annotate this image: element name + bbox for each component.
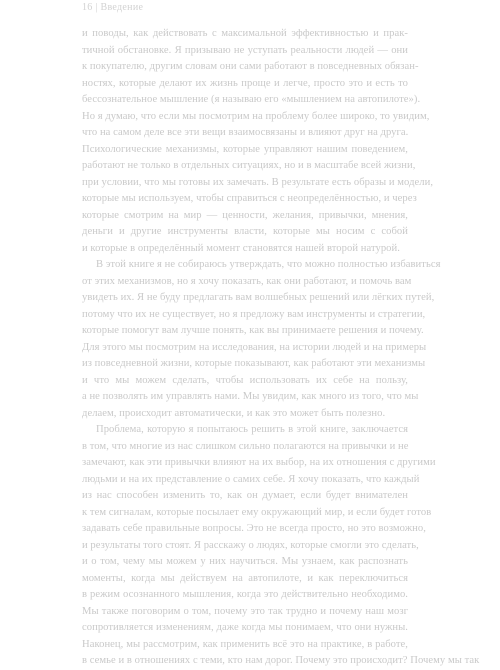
body-text — [82, 26, 480, 670]
text-line: от этих механизмов, но я хочу показать, как они работают, и помочь вам — [82, 275, 412, 287]
text-line: которые помогут вам лучше понять, как вы принимаете решения и почему. — [82, 325, 424, 336]
text-line: людьми и на их представление о самих себе. Я хочу показать, что каждый — [82, 473, 420, 485]
text-line: деньги и другие инструменты власти, которые мы носим с собой — [82, 226, 408, 237]
text-line: которые смотрим на мир — ценности, желания, привычки, мнения, — [82, 209, 408, 221]
text-line: и о том, чему мы можем у них научиться. Мы узнаем, как распознать — [82, 556, 408, 567]
text-line: В этой книге я не собираюсь утверждать, что можно полностью избавиться — [96, 259, 441, 270]
text-line: и поводы, как действовать с максимальной эффективностью и прак- — [82, 28, 408, 39]
text-line: которые мы используем, чтобы справиться с неопределённостью, и через — [82, 193, 417, 204]
text-line: в семье и в отношениях с теми, кто нам дорог. Почему это происходит? Почему мы так — [82, 655, 480, 666]
text-line: к покупателю, другим словам они сами работают в повседневных обязан- — [82, 61, 419, 72]
text-line: к тем сигналам, которые посылает ему окружающий мир, и если будет готов — [82, 506, 432, 518]
text-line: Проблема, которую я попытаюсь решить в этой книге, заключается — [96, 424, 408, 435]
text-line: в режим осознанного мышления, когда это действительно необходимо. — [82, 589, 408, 600]
text-line: бессознательное мышление (я называю его «мышлением на автопилоте»). — [82, 94, 421, 105]
text-line: а не позволять им управлять нами. Мы увидим, как много из того, что мы — [82, 391, 419, 402]
text-line: работают не только в отдельных ситуациях, но и в масштабе всей жизни, — [82, 160, 416, 171]
text-line: тичной обстановке. Я призываю не уступать реальности людей — они — [82, 44, 408, 56]
text-line: и результаты того стоят. Я расскажу о людях, которые смогли это сделать, — [82, 539, 419, 551]
text-line: из нас способен изменить то, как он думает, если будет внимателен — [82, 490, 408, 501]
text-line: делаем, происходит автоматически, и как это может быть полезно. — [82, 407, 386, 419]
text-line: что на самом деле все эти вещи взаимосвязаны и влияют друг на друга. — [82, 127, 409, 138]
text-line: ностях, которые делают их жизнь проще и легче, просто это и есть то — [82, 77, 408, 89]
text-line: моменты, когда мы действуем на автопилоте, и как переключиться — [82, 572, 408, 584]
text-line: сопротивляется изменениям, даже когда мы понимаем, что они нужны. — [82, 622, 408, 633]
text-line: потому что их не существует, но я предложу вам инструменты и стратегии, — [82, 308, 426, 320]
text-line: Но я думаю, что если мы посмотрим на проблему более широко, то увидим, — [82, 110, 430, 122]
text-line: Мы также поговорим о том, почему это так трудно и почему наш мозг — [82, 605, 408, 617]
text-line: и что мы можем сделать, чтобы использовать их себе на пользу, — [82, 374, 408, 386]
text-line: из повседневной жизни, которые показывают, как работают эти механизмы — [82, 358, 426, 369]
text-line: увидеть их. Я не буду предлагать вам волшебных решений или лёгких путей, — [82, 292, 435, 303]
text-line: Для этого мы посмотрим на исследования, на истории людей и на примеры — [82, 341, 427, 353]
text-line: Психологические механизмы, которые управляют нашим поведением, — [82, 143, 408, 155]
text-line: Наконец, мы рассмотрим, как применить всё это на практике, в работе, — [82, 638, 408, 650]
running-head: 16 | Введение — [82, 2, 144, 13]
text-line: при условии, что мы готовы их замечать. В результате есть образы и модели, — [82, 176, 434, 188]
text-line: и которые в определённый момент становятся нашей второй натурой. — [82, 242, 400, 254]
text-line: задавать себе правильные вопросы. Это не всегда просто, но это возможно, — [82, 523, 426, 534]
text-line: в том, что многие из нас слишком сильно полагаются на привычки и не — [82, 440, 409, 452]
text-line: замечают, как эти привычки влияют на их выбор, на их отношения с другими — [82, 457, 436, 468]
